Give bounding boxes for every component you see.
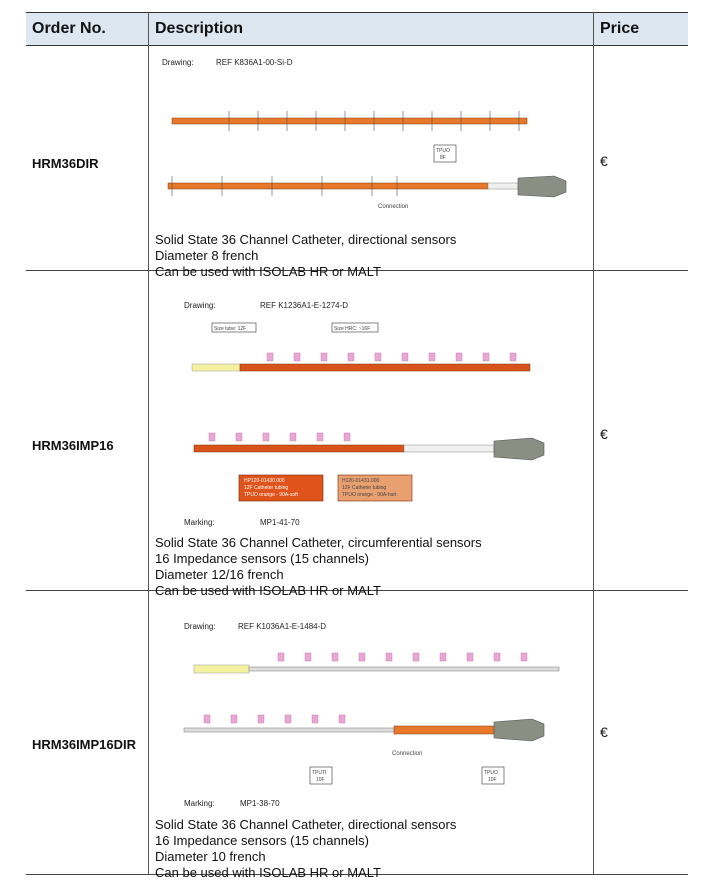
drawing-label: Drawing: <box>162 58 194 67</box>
header-order-no: Order No. <box>32 20 106 37</box>
catheter-drawing <box>154 591 594 813</box>
marking-label: Marking: <box>184 799 215 808</box>
table-header <box>26 12 688 46</box>
marking-value: MP1-38-70 <box>240 799 280 808</box>
connection-label: Connection <box>378 204 409 210</box>
marking-label: Marking: <box>184 518 215 527</box>
svg-text:12F Catheter tubing: 12F Catheter tubing <box>342 485 387 491</box>
order-number: HRM36IMP16DIR <box>32 737 137 752</box>
description-line: Diameter 10 french <box>155 849 266 864</box>
size-tube-label: Size tube: 12F <box>214 326 247 332</box>
catheter-drawing <box>154 45 594 215</box>
size-hrc-label: Size HRC: ~16F <box>334 326 371 332</box>
description <box>155 535 482 599</box>
connector-icon <box>494 438 544 460</box>
svg-text:TPUO orange - 90A-hart: TPUO orange - 90A-hart <box>342 492 397 498</box>
description-line: Diameter 12/16 french <box>155 567 284 582</box>
tputi-size: 10F <box>316 777 325 783</box>
table-row <box>26 591 688 880</box>
table-row <box>26 45 688 279</box>
drawing-label: Drawing: <box>184 301 216 310</box>
tputi-label: TPUTI <box>312 770 327 776</box>
svg-text:12F Catheter tubing: 12F Catheter tubing <box>244 485 289 491</box>
drawing-ref: REF K1036A1-E-1484-D <box>238 622 327 631</box>
tpuo-label: TPUO <box>436 148 450 154</box>
description-line: Solid State 36 Channel Catheter, circumferential sensors <box>155 535 482 550</box>
order-number: HRM36IMP16 <box>32 438 114 453</box>
table-row <box>26 271 688 598</box>
price-value: € <box>600 426 608 442</box>
connector-icon <box>518 176 566 197</box>
description-line: Solid State 36 Channel Catheter, directional sensors <box>155 232 457 247</box>
marking-value: MP1-41-70 <box>260 518 300 527</box>
drawing-ref: REF K836A1-00-Si-D <box>216 58 293 67</box>
description-line: Can be used with ISOLAB HR or MALT <box>155 865 381 880</box>
description-line: Can be used with ISOLAB HR or MALT <box>155 583 381 598</box>
drawing-ref: REF K1236A1-E-1274-D <box>260 301 349 310</box>
tpuo-size: 8F <box>440 155 446 161</box>
svg-text:TPUO orange - 90A-soft: TPUO orange - 90A-soft <box>244 492 298 498</box>
connector-icon <box>494 719 544 741</box>
catheter-drawing <box>154 271 594 531</box>
description-line: 16 Impedance sensors (15 channels) <box>155 551 369 566</box>
description-line: Solid State 36 Channel Catheter, directional sensors <box>155 817 457 832</box>
description-line: Diameter 8 french <box>155 248 259 263</box>
header-price: Price <box>600 20 640 37</box>
description <box>155 817 456 881</box>
tpuo-label: TPUO <box>484 770 498 776</box>
tpuo-size: 10F <box>488 777 497 783</box>
connection-label: Connection <box>392 751 423 757</box>
svg-text:HP120-01430.000: HP120-01430.000 <box>244 478 285 484</box>
header-description: Description <box>155 20 244 37</box>
price-value: € <box>600 153 608 169</box>
svg-text:H120-01431.000: H120-01431.000 <box>342 478 380 484</box>
description-line: 16 Impedance sensors (15 channels) <box>155 833 369 848</box>
description-line: Can be used with ISOLAB HR or MALT <box>155 264 381 279</box>
drawing-label: Drawing: <box>184 622 216 631</box>
order-number: HRM36DIR <box>32 156 99 171</box>
price-value: € <box>600 724 608 740</box>
